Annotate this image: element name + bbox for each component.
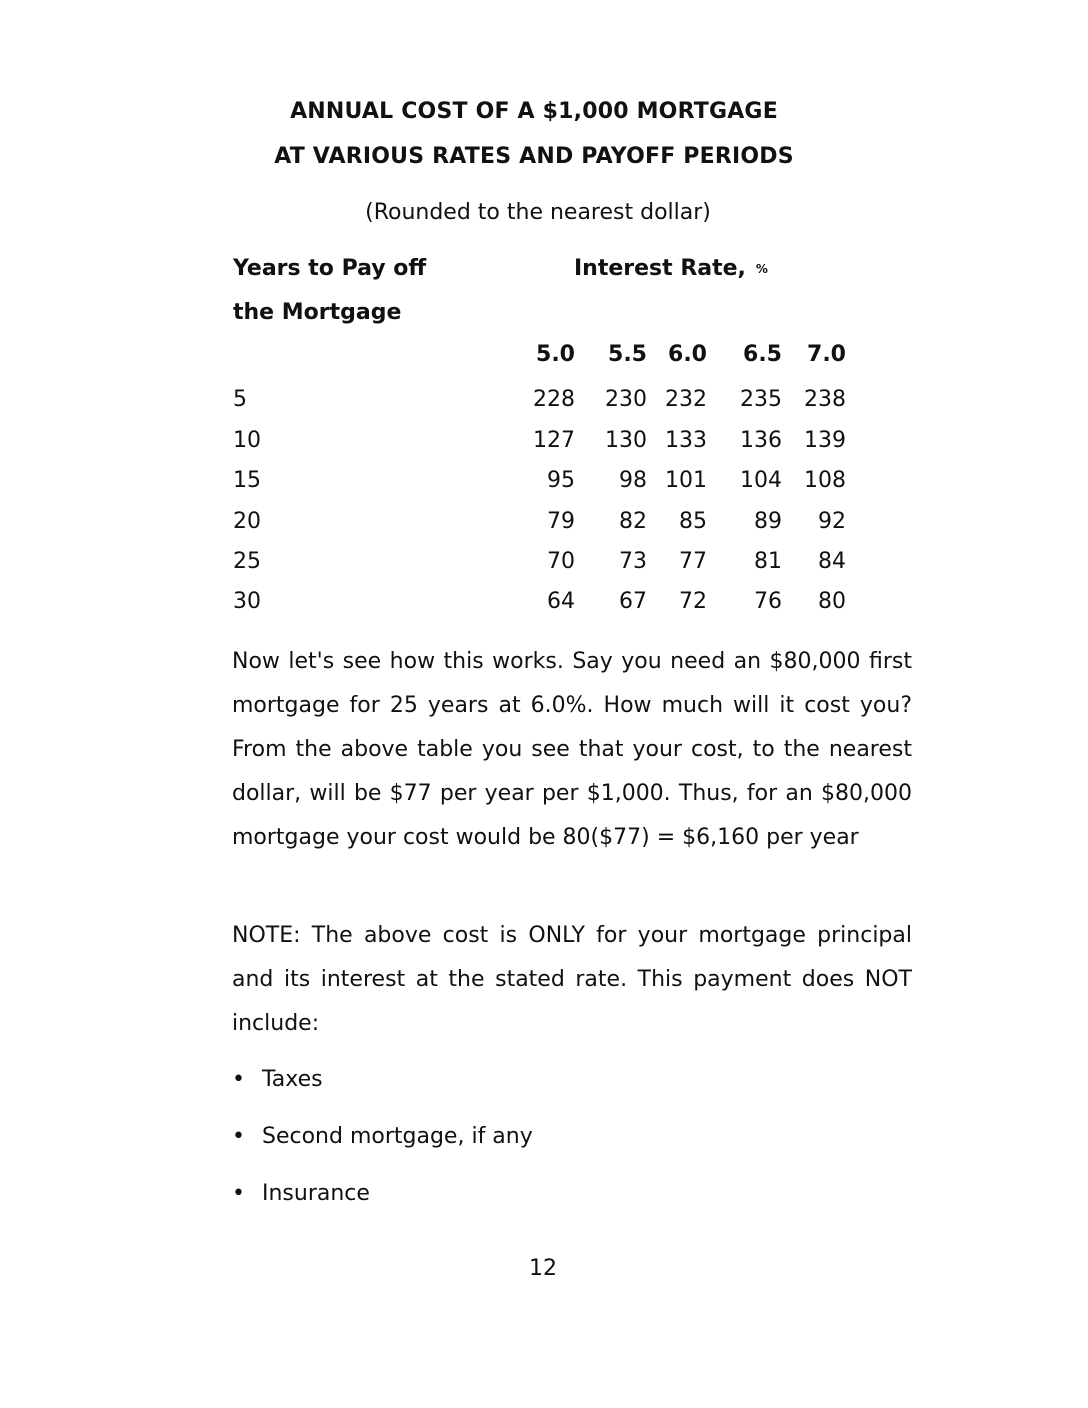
row-years: 5 (233, 387, 247, 412)
header-interest-rate (574, 256, 768, 281)
list-item-text: Taxes (262, 1067, 323, 1092)
table-cell: 95 (547, 468, 575, 493)
page-number: 12 (529, 1256, 557, 1281)
row-years: 15 (233, 468, 261, 493)
table-cell: 82 (619, 509, 647, 534)
table-cell: 89 (754, 509, 782, 534)
bullet-icon: • (232, 1067, 245, 1092)
percent-sign: % (755, 262, 768, 276)
title-line-2: AT VARIOUS RATES AND PAYOFF PERIODS (274, 144, 794, 169)
table-cell: 70 (547, 549, 575, 574)
table-cell: 67 (619, 589, 647, 614)
title-line-1: ANNUAL COST OF A $1,000 MORTGAGE (290, 99, 778, 124)
row-years: 30 (233, 589, 261, 614)
table-cell: 130 (605, 428, 647, 453)
list-item (232, 1181, 370, 1206)
example-paragraph: Now let's see how this works. Say you need an $80,000 first mortgage for 25 years at 6.0%. How much will it cost you? From the above table you see that your cost, to the nearest dollar, will be $77 per year per $1,000. Thus, for an $80,000 mortgage your cost would be 80($77) = $6,160 per year (232, 649, 912, 850)
table-cell: 64 (547, 589, 575, 614)
bullet-icon: • (232, 1124, 245, 1149)
table-cell: 85 (679, 509, 707, 534)
subtitle: (Rounded to the nearest dollar) (365, 200, 711, 225)
table-cell: 77 (679, 549, 707, 574)
header-years-line-1: Years to Pay off (233, 256, 427, 281)
table-cell: 232 (665, 387, 707, 412)
table-cell: 76 (754, 589, 782, 614)
table-cell: 136 (740, 428, 782, 453)
table-cell: 81 (754, 549, 782, 574)
rate-header-5-5: 5.5 (608, 342, 647, 367)
table-cell: 139 (804, 428, 846, 453)
rate-header-6-5: 6.5 (743, 342, 782, 367)
bullet-icon: • (232, 1181, 245, 1206)
rate-header-6-0: 6.0 (668, 342, 707, 367)
table-cell: 228 (533, 387, 575, 412)
list-item (232, 1124, 533, 1149)
table-cell: 72 (679, 589, 707, 614)
table-cell: 80 (818, 589, 846, 614)
table-cell: 79 (547, 509, 575, 534)
table-cell: 92 (818, 509, 846, 534)
header-rate-label: Interest Rate, (574, 256, 746, 281)
table-cell: 108 (804, 468, 846, 493)
table-cell: 127 (533, 428, 575, 453)
row-years: 20 (233, 509, 261, 534)
table-cell: 73 (619, 549, 647, 574)
table-cell: 238 (804, 387, 846, 412)
table-cell: 230 (605, 387, 647, 412)
header-years-line-2: the Mortgage (233, 300, 402, 325)
row-years: 25 (233, 549, 261, 574)
row-years: 10 (233, 428, 261, 453)
note-paragraph: NOTE: The above cost is ONLY for your mortgage principal and its interest at the stated rate. This payment does NOT include: (232, 923, 912, 1036)
list-item-text: Second mortgage, if any (262, 1124, 533, 1149)
rate-header-7-0: 7.0 (807, 342, 846, 367)
rate-header-5-0: 5.0 (536, 342, 575, 367)
table-cell: 84 (818, 549, 846, 574)
table-cell: 133 (665, 428, 707, 453)
table-cell: 101 (665, 468, 707, 493)
list-item (232, 1067, 323, 1092)
table-cell: 235 (740, 387, 782, 412)
table-cell: 104 (740, 468, 782, 493)
table-cell: 98 (619, 468, 647, 493)
list-item-text: Insurance (262, 1181, 370, 1206)
